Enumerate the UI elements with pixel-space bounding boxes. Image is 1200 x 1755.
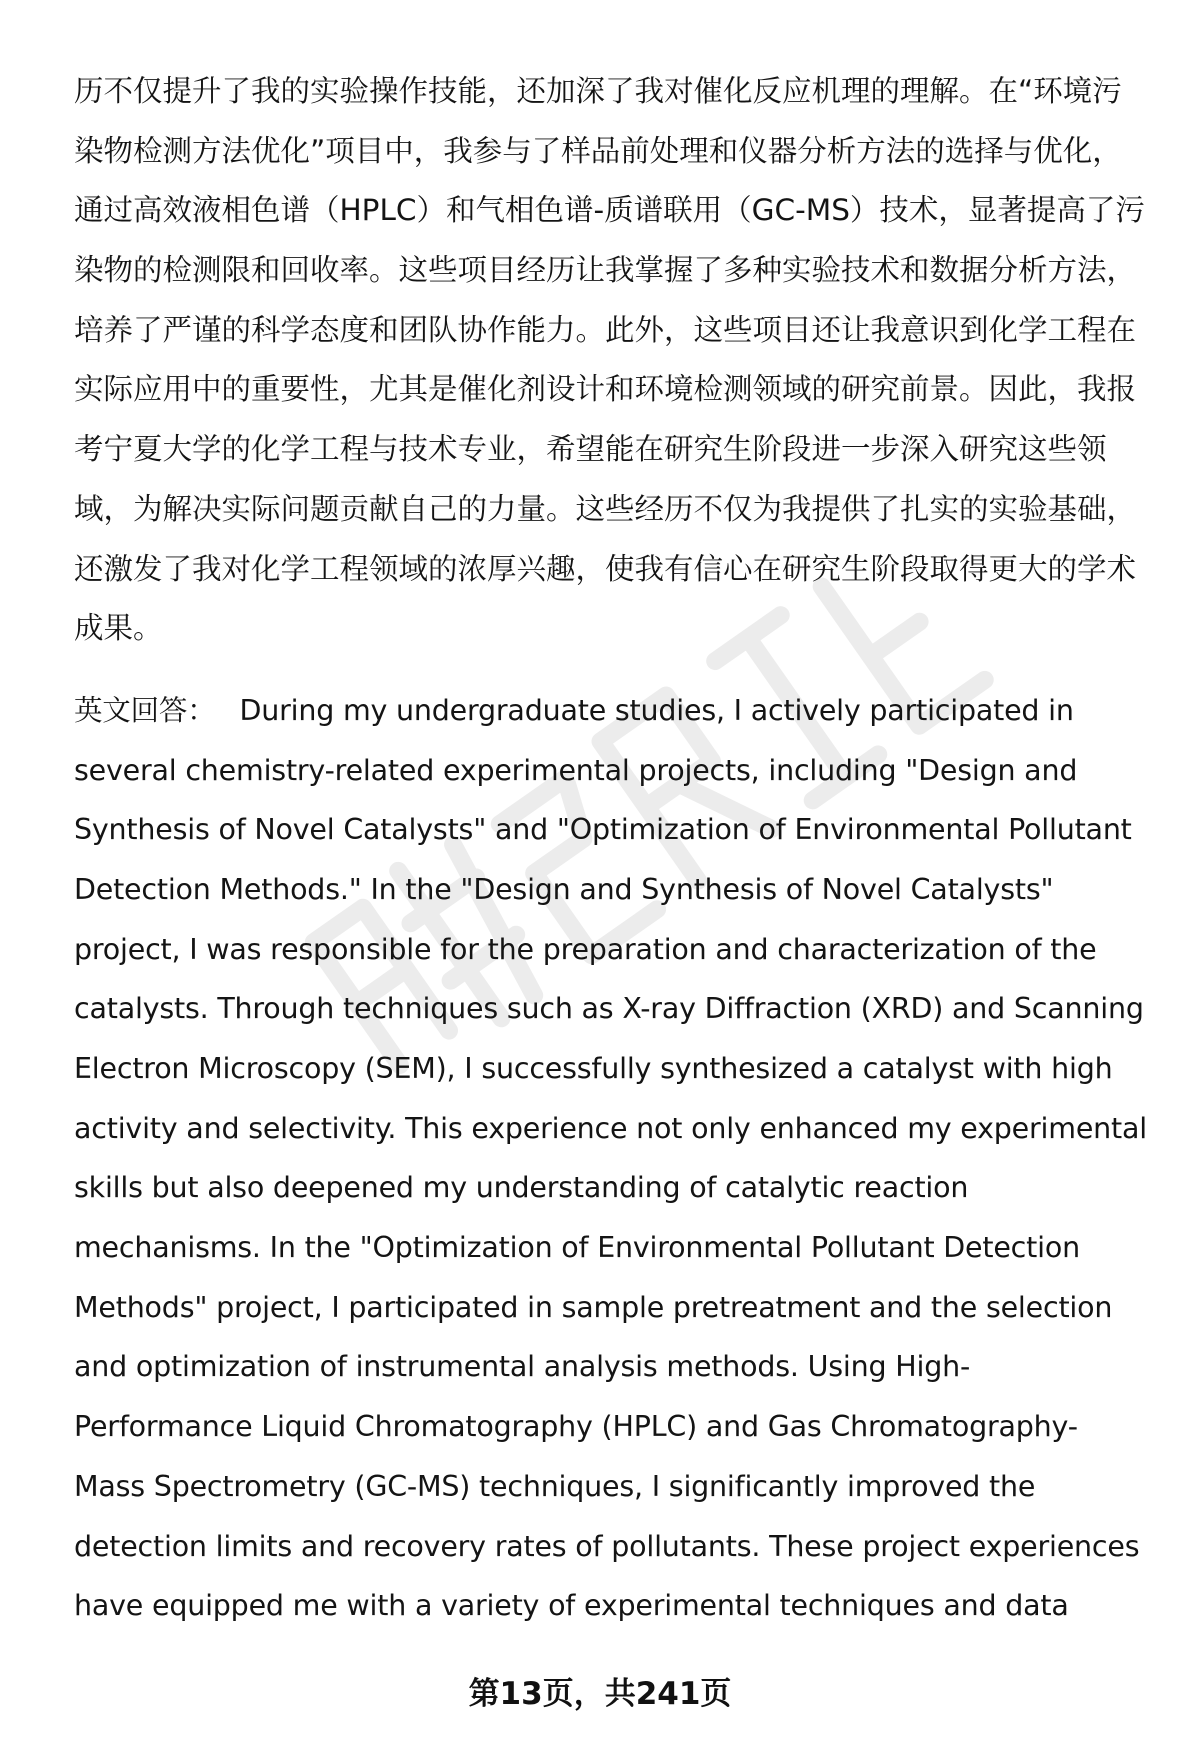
english-line: Performance Liquid Chromatography (HPLC) and Gas Chromatography- (74, 1410, 1078, 1444)
english-line: Electron Microscopy (SEM), I successfully synthesized a catalyst with high (74, 1052, 1113, 1085)
english-line: activity and selectivity. This experience not only enhanced my experimental (74, 1111, 1147, 1145)
paragraph-line: 实际应用中的重要性，尤其是催化剂设计和环境检测领域的研究前景。因此，我报 (74, 372, 1137, 407)
english-line: and optimization of instrumental analysis methods. Using High- (74, 1350, 971, 1384)
english-answer-text: During my undergraduate studies, I actively participated in (239, 693, 1074, 727)
english-answer-first-line (74, 681, 1160, 741)
english-line: several chemistry-related experimental projects, including "Design and (74, 753, 1078, 787)
paragraph-line: 考宁夏大学的化学工程与技术专业，希望能在研究生阶段进一步深入研究这些领 (74, 432, 1107, 467)
english-line: catalysts. Through techniques such as X-ray Diffraction (XRD) and Scanning (74, 992, 1144, 1026)
paragraph-line: 域，为解决实际问题贡献自己的力量。这些经历不仅为我提供了扎实的实验基础， (74, 491, 1137, 526)
english-answer-label: 英文回答： (74, 693, 216, 727)
paragraph-line: 培养了严谨的科学态度和团队协作能力。此外，这些项目还让我意识到化学工程在 (74, 312, 1137, 347)
english-line: project, I was responsible for the preparation and characterization of the (74, 932, 1097, 966)
paragraph-line: 通过高效液相色谱（HPLC）和气相色谱-质谱联用（GC-MS）技术，显著提高了污 (74, 193, 1145, 228)
english-line: Detection Methods." In the "Design and Synthesis of Novel Catalysts" (74, 872, 1054, 906)
english-line: skills but also deepened my understanding of catalytic reaction (74, 1171, 969, 1205)
paragraph-line: 成果。 (74, 611, 163, 646)
paragraph-line: 还激发了我对化学工程领域的浓厚兴趣，使我有信心在研究生阶段取得更大的学术 (74, 551, 1137, 586)
page-indicator: 第13页，共241页 (468, 1676, 732, 1712)
english-line: have equipped me with a variety of experimental techniques and data (74, 1589, 1069, 1623)
english-line: mechanisms. In the "Optimization of Environmental Pollutant Detection (74, 1231, 1080, 1265)
paragraph-line: 染物检测方法优化”项目中，我参与了样品前处理和仪器分析方法的选择与优化， (74, 133, 1122, 168)
english-line: Mass Spectrometry (GC-MS) techniques, I significantly improved the (74, 1469, 1036, 1503)
english-line: detection limits and recovery rates of pollutants. These project experiences (74, 1529, 1140, 1563)
paragraph-gap (74, 659, 1160, 681)
english-line: Synthesis of Novel Catalysts" and "Optimization of Environmental Pollutant (74, 813, 1132, 847)
english-line: Methods" project, I participated in sample pretreatment and the selection (74, 1290, 1113, 1324)
paragraph-line: 历不仅提升了我的实验操作技能，还加深了我对催化反应机理的理解。在“环境污 (74, 74, 1122, 108)
paragraph-line: 染物的检测限和回收率。这些项目经历让我掌握了多种实验技术和数据分析方法， (74, 253, 1137, 288)
document-body (74, 62, 1160, 1636)
